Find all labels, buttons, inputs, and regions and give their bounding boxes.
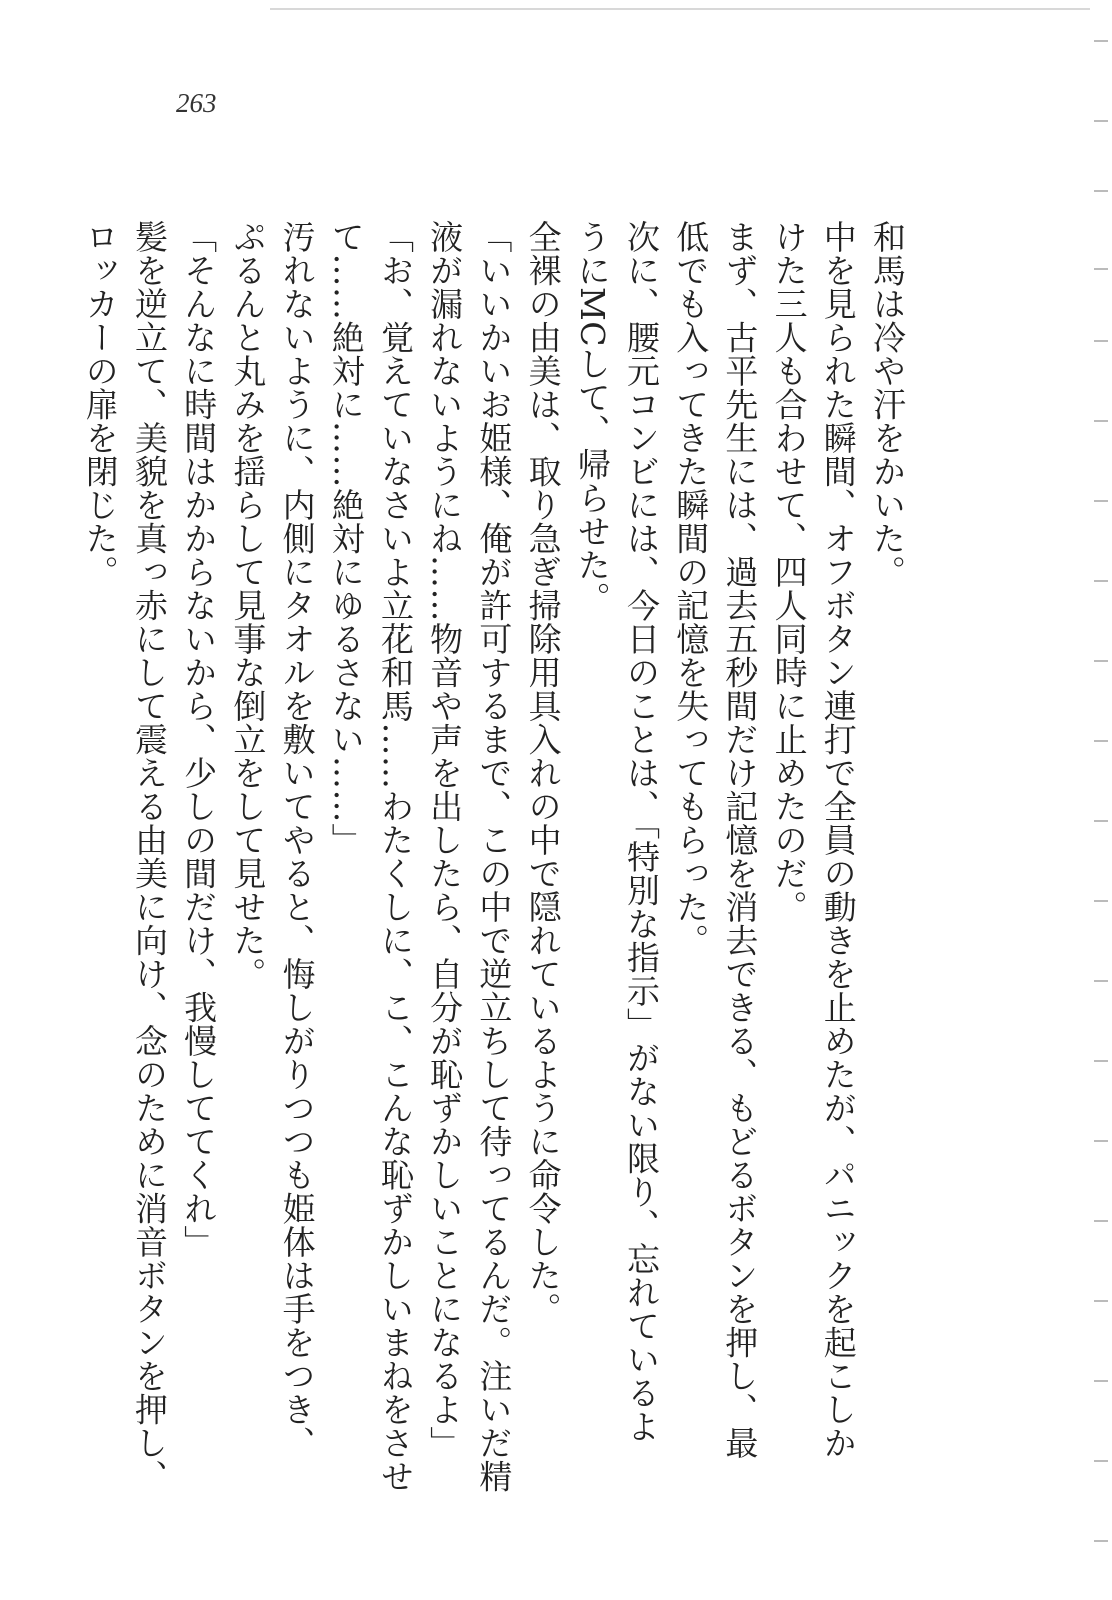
text-line: 低でも入ってきた瞬間の記憶を失ってもらった。 [671, 220, 711, 957]
text-line: ぷるんと丸みを揺らして見事な倒立をして見せた。 [228, 220, 268, 991]
edge-mark [1094, 660, 1108, 662]
scan-edge-marks [1082, 0, 1112, 1600]
text-line: 液が漏れないようにね……物音や声を出したら、自分が恥ずかしいことになるよ」 [425, 220, 465, 1460]
text-line: 「そんなに時間はかからないから、少しの間だけ、我慢しててくれ」 [179, 220, 219, 1259]
edge-mark [1094, 580, 1108, 582]
edge-mark [1094, 1460, 1108, 1462]
edge-mark [1094, 420, 1108, 422]
edge-mark [1094, 900, 1108, 902]
text-line: 中を見られた瞬間、オフボタン連打で全員の動きを止めたが、パニックを起こしか [818, 220, 858, 1460]
text-line: ロッカーの扉を閉じた。 [80, 220, 120, 589]
page-number: 263 [176, 88, 217, 118]
edge-mark [1094, 40, 1108, 42]
text-line: 汚れないように、内側にタオルを敷いてやると、悔しがりつつも姫体は手をつき、 [277, 220, 317, 1460]
edge-mark [1094, 1140, 1108, 1142]
edge-mark [1094, 820, 1108, 822]
edge-mark [1094, 1380, 1108, 1382]
text-line: て……絶対に……絶対にゆるさない……」 [326, 220, 366, 857]
edge-mark [1094, 1300, 1108, 1302]
text-line: 「いいかいお姫様、俺が許可するまで、この中で逆立ちして待ってるんだ。注いだ精 [474, 220, 514, 1493]
edge-mark [1094, 500, 1108, 502]
text-line: 和馬は冷や汗をかいた。 [868, 220, 907, 589]
text-line: けた三人も合わせて、四人同時に止めたのだ。 [769, 220, 809, 924]
edge-mark [1094, 1060, 1108, 1062]
edge-mark [1094, 190, 1108, 192]
vertical-text-body [80, 220, 912, 1493]
edge-mark [1094, 1540, 1108, 1542]
edge-mark [1094, 340, 1108, 342]
text-line: 次に、腰元コンビには、今日のことは、「特別な指示」がない限り、忘れているよ [621, 220, 661, 1443]
text-line: 髪を逆立て、美貌を真っ赤にして震える由美に向け、念のために消音ボタンを押し、 [129, 220, 169, 1493]
text-line: 全裸の由美は、取り急ぎ掃除用具入れの中で隠れているように命令した。 [523, 220, 563, 1326]
edge-mark [1094, 980, 1108, 982]
edge-mark [1094, 268, 1108, 270]
edge-mark [1094, 1220, 1108, 1222]
edge-mark [1094, 120, 1108, 122]
top-edge-rule [270, 8, 1090, 10]
text-line: まず、古平先生には、過去五秒間だけ記憶を消去できる、もどるボタンを押し、最 [720, 220, 760, 1460]
text-line: 「お、覚えていなさいよ立花和馬……わたくしに、こ、こんな恥ずかしいまねをさせ [375, 220, 415, 1493]
edge-mark [1094, 740, 1108, 742]
text-line: うにMCして、帰らせた。 [572, 220, 612, 616]
